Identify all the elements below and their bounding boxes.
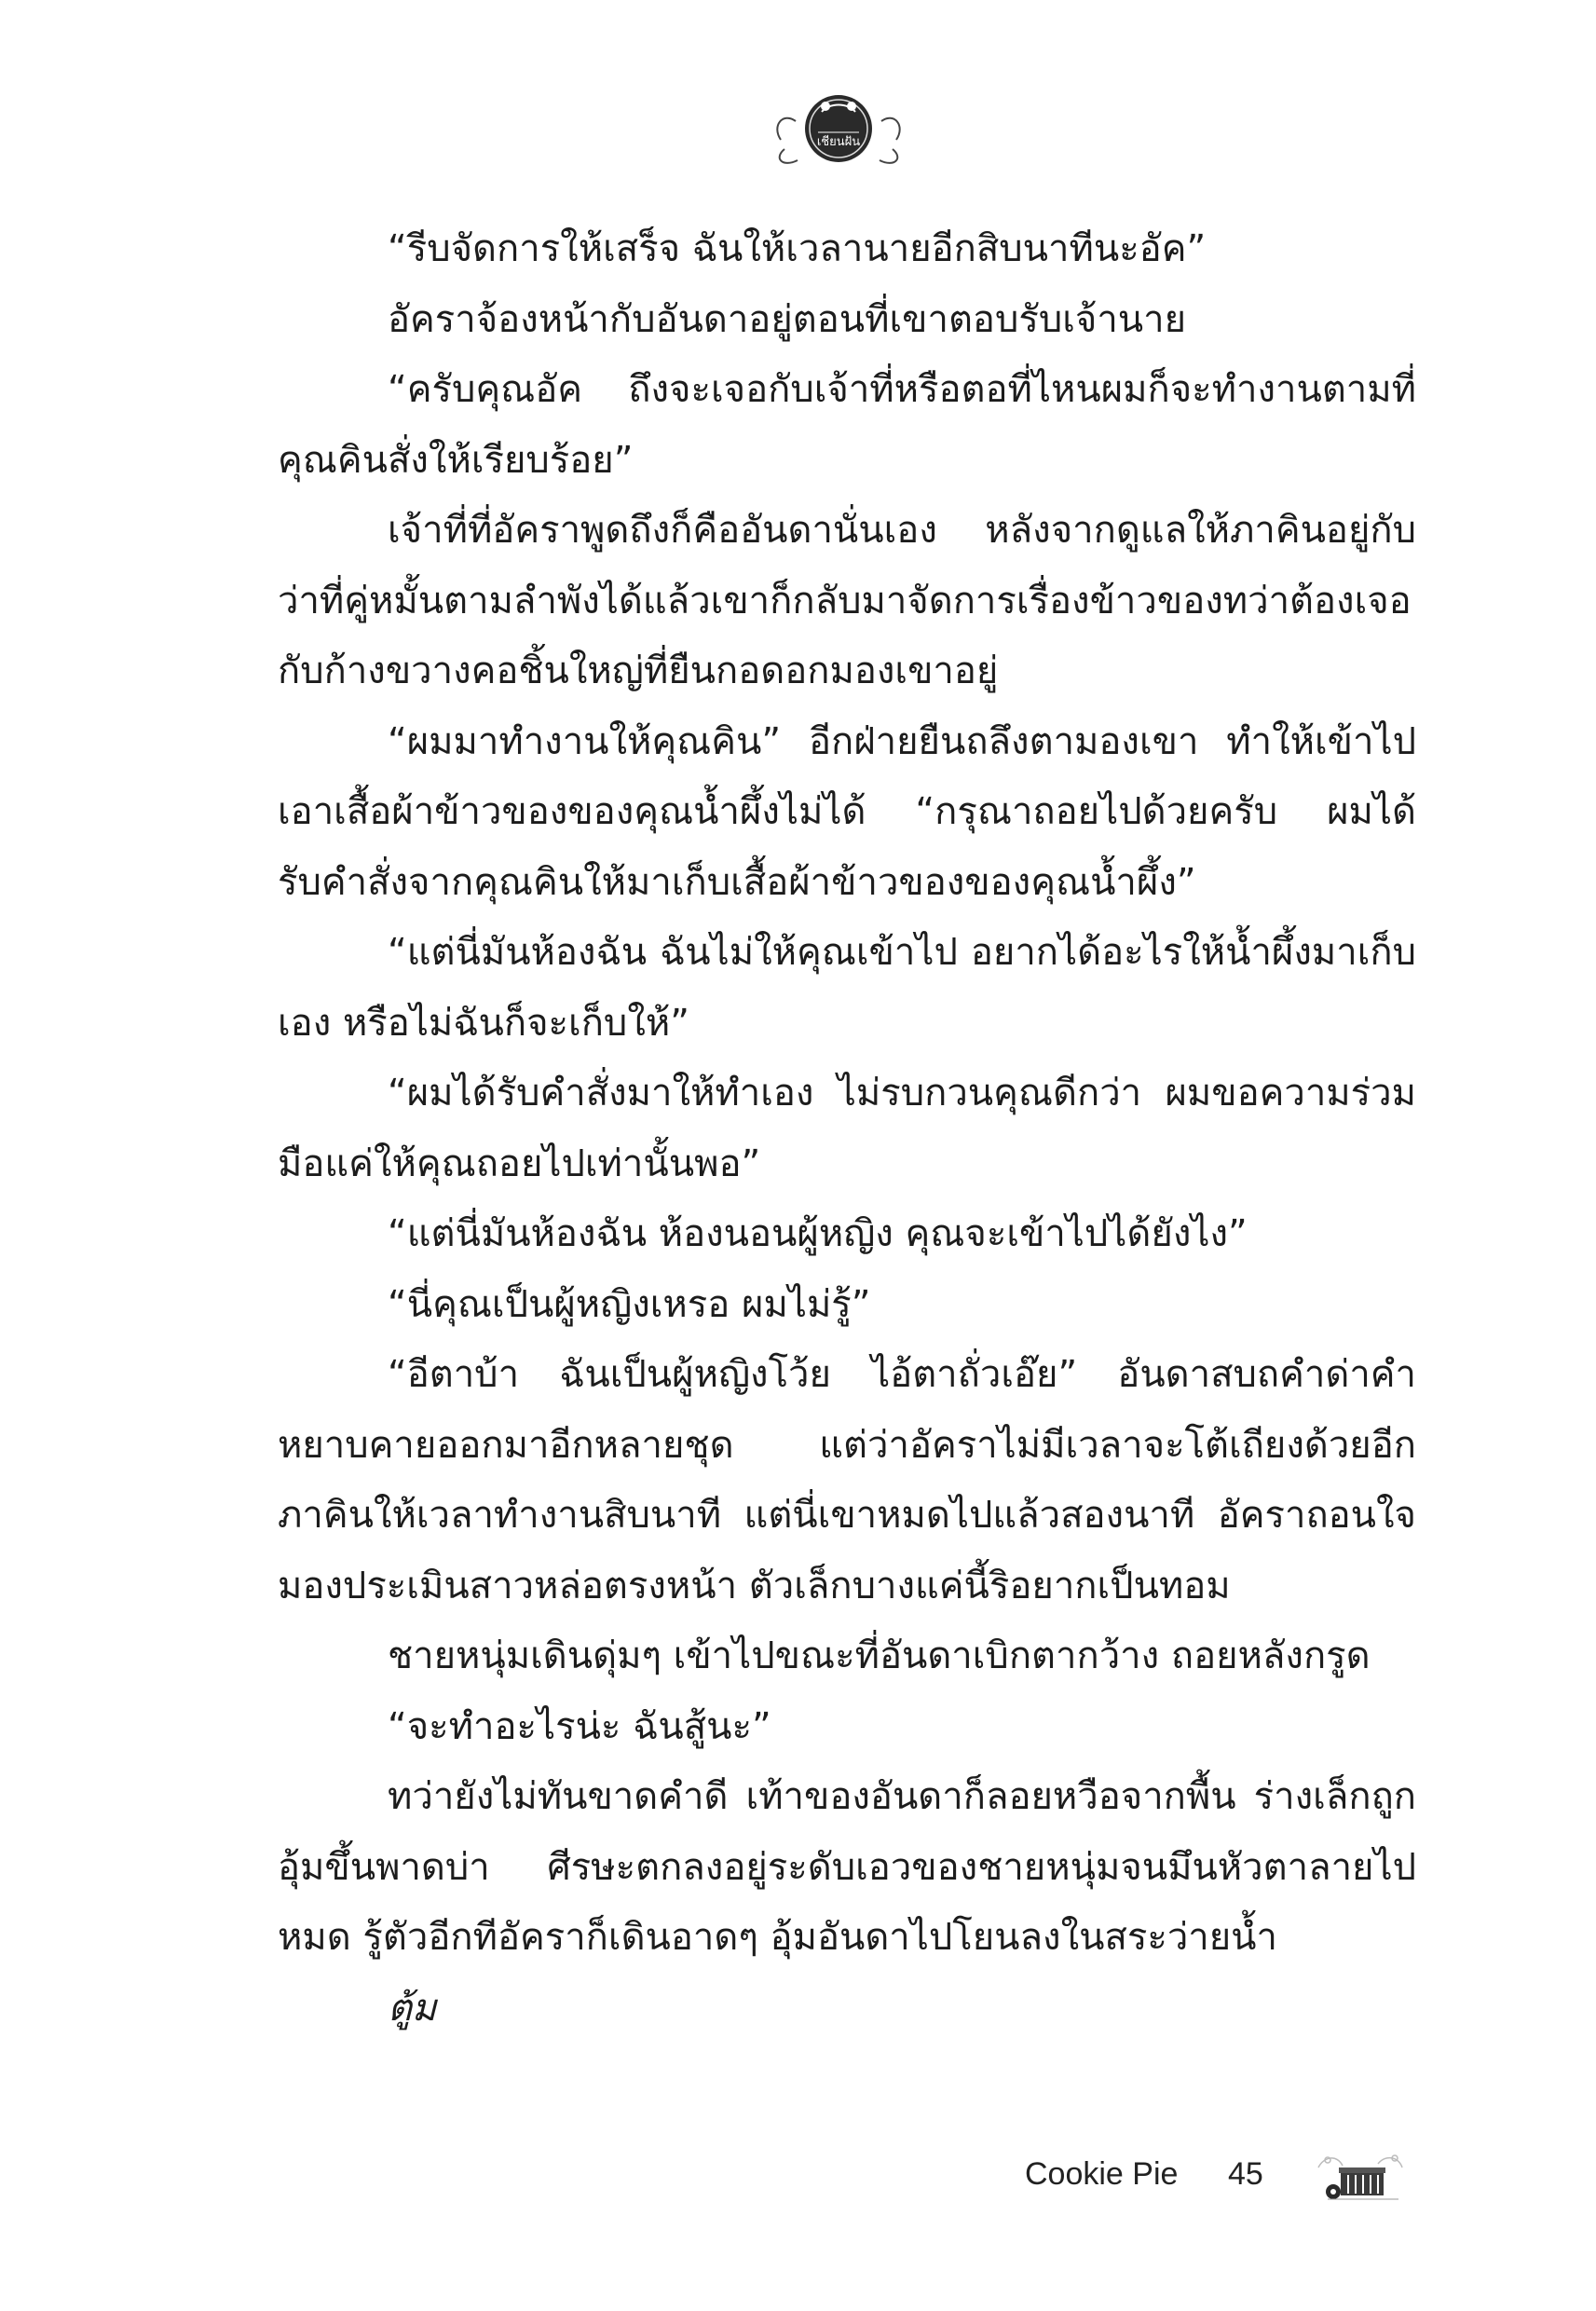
sound-effect-paragraph: ตู้ม bbox=[388, 1986, 437, 2030]
paragraph: อัคราจ้องหน้ากับอันดาอยู่ตอนที่เขาตอบรับเจ้านาย bbox=[388, 297, 1187, 341]
paragraph: “รีบจัดการให้เสร็จ ฉันให้เวลานายอีกสิบนาทีนะอัค” bbox=[388, 227, 1207, 270]
paragraph: “แต่นี่มันห้องฉัน ห้องนอนผู้หญิง คุณจะเข้าไปได้ยังไง” bbox=[388, 1212, 1248, 1255]
svg-text:เชียนฝัน: เชียนฝัน bbox=[816, 135, 861, 149]
story-text bbox=[278, 214, 1416, 2044]
paragraph: “แต่นี่มันห้องฉัน ฉันไม่ให้คุณเข้าไป อยากได้อะไรให้น้ำผึ้งมาเก็บเอง หรือไม่ฉันก็จะเก็บให้” bbox=[278, 931, 1416, 1045]
paragraph: เจ้าที่ที่อัคราพูดถึงก็คืออันดานั่นเอง หลังจากดูแลให้ภาคินอยู่กับว่าที่คู่หมั้นตามลำพังได้แล้วเขาก็กลับมาจัดการเรื่องข้าวของทว่าต้องเจอกับก้างขวางคอชิ้นใหญ่ที่ยืนกอดอกมองเขาอยู่ bbox=[278, 509, 1416, 692]
paragraph: ชายหนุ่มเดินดุ่มๆ เข้าไปขณะที่อันดาเบิกตากว้าง ถอยหลังกรูด bbox=[388, 1634, 1371, 1677]
paragraph: “จะทำอะไรน่ะ ฉันสู้นะ” bbox=[388, 1704, 771, 1748]
paragraph: “ผมมาทำงานให้คุณคิน” อีกฝ่ายยืนถลึงตามองเขา ทำให้เข้าไปเอาเสื้อผ้าข้าวของของคุณน้ำผึ้งไม่ได้ “กรุณาถอยไปด้วยครับ ผมได้รับคำสั่งจากคุณคินให้มาเก็บเสื้อผ้าข้าวของของคุณน้ำผึ้ง” bbox=[278, 719, 1416, 904]
paragraph: “ครับคุณอัค ถึงจะเจอกับเจ้าที่หรือตอที่ไหนผมก็จะทำงานตามที่คุณคินสั่งให้เรียบร้อย” bbox=[278, 368, 1416, 482]
cookie-pie-logo bbox=[764, 75, 913, 177]
page-number: 45 bbox=[1228, 2156, 1263, 2192]
paragraph: “ผมได้รับคำสั่งมาให้ทำเอง ไม่รบกวนคุณดีกว่า ผมขอความร่วมมือแค่ให้คุณถอยไปเท่านั้นพอ” bbox=[278, 1072, 1416, 1185]
paragraph: “นี่คุณเป็นผู้หญิงเหรอ ผมไม่รู้” bbox=[388, 1282, 871, 1326]
footer-brand: Cookie Pie bbox=[1025, 2156, 1179, 2192]
paragraph: “อีตาบ้า ฉันเป็นผู้หญิงโว้ย ไอ้ตาถั่วเอ๊ย” อันดาสบถคำด่าคำหยาบคายออกมาอีกหลายชุด แต่ว่าอัคราไม่มีเวลาจะโต้เถียงด้วยอีก ภาคินให้เวลาทำงานสิบนาที แต่นี่เขาหมดไปแล้วสองนาที อัคราถอนใจมองประเมินสาวหล่อตรงหน้า ตัวเล็กบางแค่นี้ริอยากเป็นทอม bbox=[278, 1353, 1416, 1607]
bakery-shop-icon bbox=[1309, 2147, 1412, 2205]
paragraph: ทว่ายังไม่ทันขาดคำดี เท้าของอันดาก็ลอยหวือจากพื้น ร่างเล็กถูกอุ้มขึ้นพาดบ่า ศีรษะตกลงอยู่ระดับเอวของชายหนุ่มจนมึนหัวตาลายไปหมด รู้ตัวอีกทีอัคราก็เดินอาดๆ อุ้มอันดาไปโยนลงในสระว่ายน้ำ bbox=[278, 1775, 1416, 1959]
